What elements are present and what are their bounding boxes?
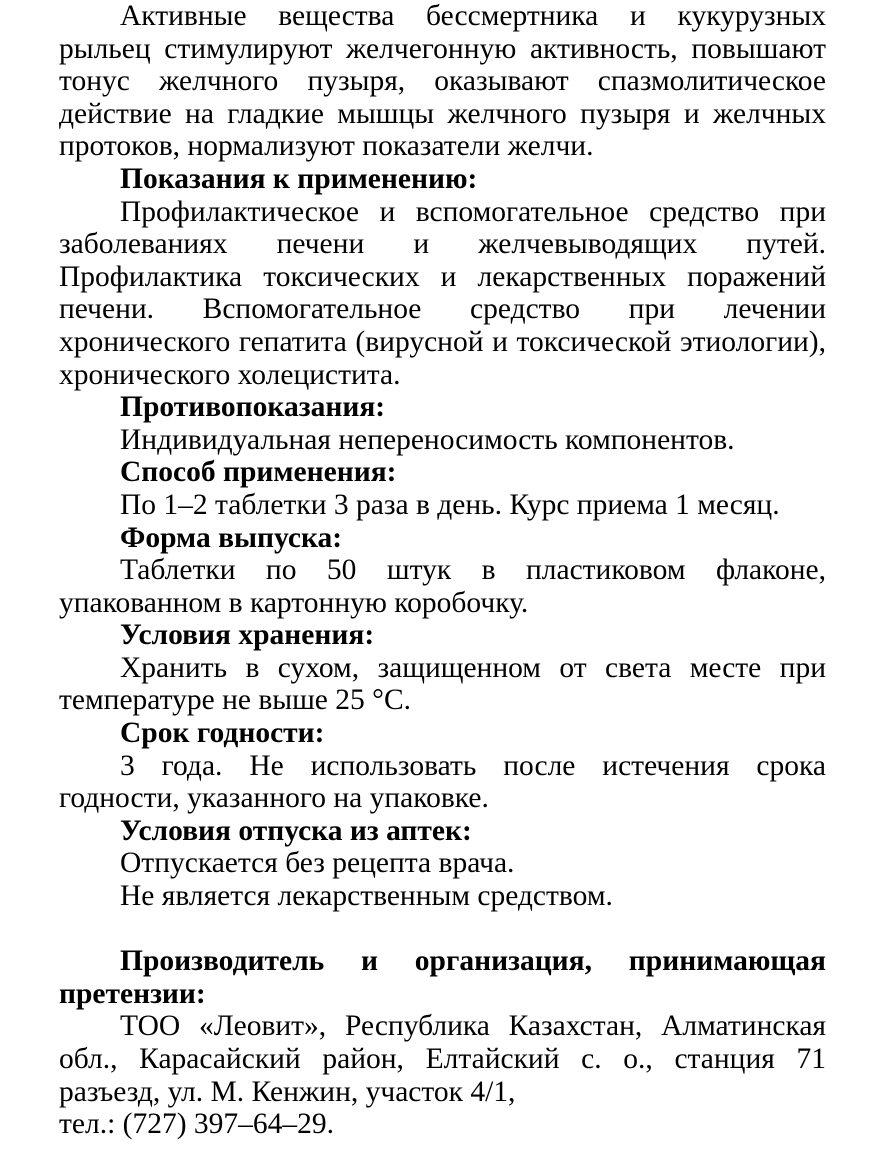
form-text: Таблетки по 50 штук в пластиковом флаконе, упакованном в картонную коробочку.	[59, 554, 826, 619]
shelf-life-text: 3 года. Не использовать после истечения срока годности, указанного на упаковке.	[59, 749, 826, 815]
intro-paragraph: Активные вещества бессмертника и кукурузных рыльец стимулируют желчегонную активность, повышают тонус желчного пузыря, оказывают спазмолитическое действие на гладкие мышцы желчного пузыря и желчных протоков, нормализуют показатели желчи.	[59, 0, 826, 163]
section-gap	[59, 913, 826, 946]
not-medicine-note: Не является лекарственным средством.	[120, 880, 613, 913]
storage-heading: Условия хранения:	[120, 619, 375, 652]
manufacturer-phone: тел.: (727) 397–64–29.	[59, 1108, 335, 1141]
shelf-life-heading: Срок годности:	[120, 717, 325, 750]
storage-text: Хранить в сухом, защищенном от света месте при температуре не выше 25 °С.	[59, 651, 826, 717]
manufacturer-address: ТОО «Леовит», Республика Казахстан, Алматинская обл., Карасайский район, Елтайский с. о., станция 71 разъезд, ул. М. Кенжин, участок 4/1,	[59, 1010, 826, 1108]
form-heading: Форма выпуска:	[120, 521, 343, 554]
contraindications-text: Индивидуальная непереносимость компонентов.	[120, 423, 735, 456]
contraindications-heading: Противопоказания:	[120, 391, 386, 424]
manufacturer-heading: Производитель и организация, принимающая претензии:	[59, 945, 826, 1010]
dispensing-text: Отпускается без рецепта врача.	[120, 847, 515, 880]
indications-heading: Показания к применению:	[120, 162, 478, 195]
dispensing-heading: Условия отпуска из аптек:	[120, 814, 472, 847]
leaflet-page	[59, 0, 826, 1141]
indications-text: Профилактическое и вспомогательное средство при заболеваниях печени и желчевыводящих путей. Профилактика токсических и лекарственных поражений печени. Вспомогательное средство при лечении хронического гепатита (вирусной и токсической этиологии), хронического холецистита.	[59, 195, 826, 391]
dosage-text: По 1–2 таблетки 3 раза в день. Курс приема 1 месяц.	[120, 488, 780, 521]
dosage-heading: Способ применения:	[120, 456, 397, 489]
